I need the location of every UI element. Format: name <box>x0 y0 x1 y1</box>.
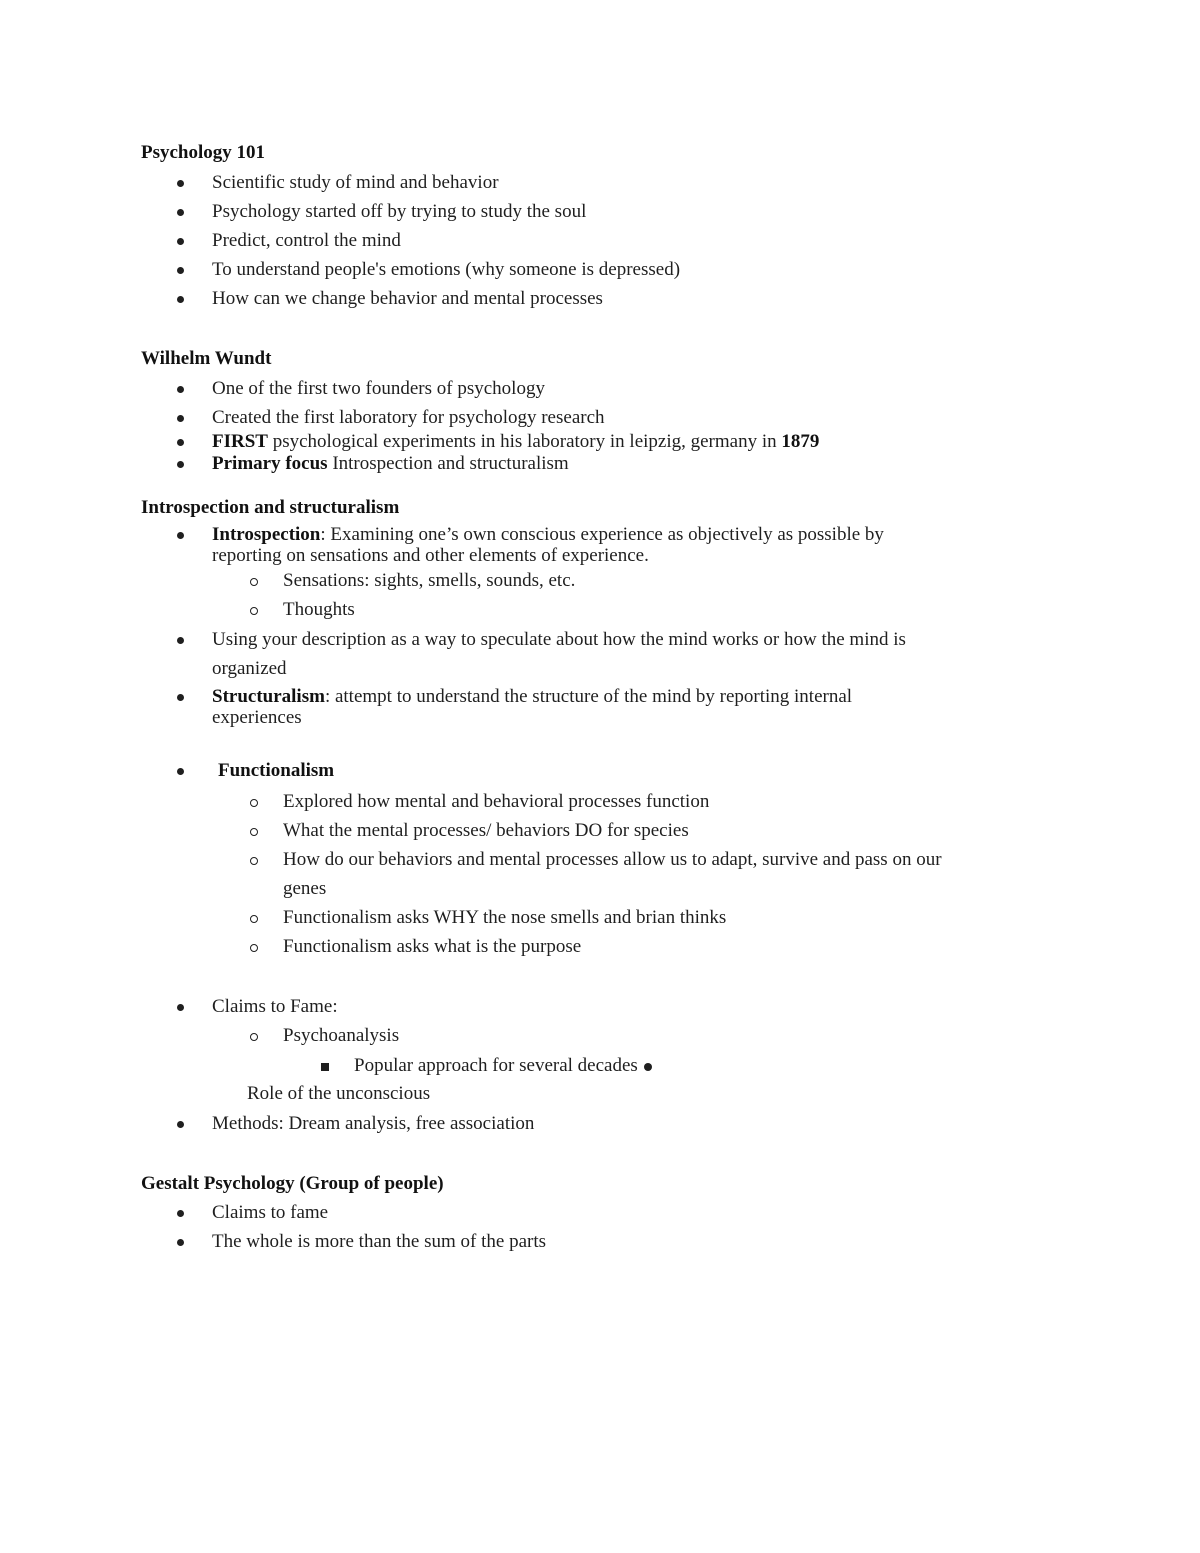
description-continuation: organized <box>212 658 287 679</box>
primary-focus-text: Introspection and structuralism <box>327 453 569 474</box>
sub-bullet-icon <box>250 791 258 813</box>
sub-list-item: Functionalism asks WHY the nose smells and brian thinks <box>283 907 727 928</box>
sub-bullet-icon <box>250 936 258 958</box>
sub-list-item: Sensations: sights, smells, sounds, etc. <box>283 570 576 591</box>
list-item: To understand people's emotions (why someone is depressed) <box>212 259 681 280</box>
bullet-icon <box>177 431 184 453</box>
bold-primary-focus: Primary focus <box>212 453 328 474</box>
list-item: Psychology started off by trying to study the soul <box>212 201 587 222</box>
sub-list-item: Thoughts <box>283 599 355 620</box>
sub-bullet-icon <box>250 907 258 929</box>
sub-bullet-icon <box>250 849 258 871</box>
list-item: Created the first laboratory for psychology research <box>212 407 605 428</box>
bold-year: 1879 <box>781 431 820 452</box>
bold-first: FIRST <box>212 431 268 452</box>
sub-list-item-continuation: genes <box>283 878 327 899</box>
bullet-icon <box>177 686 184 708</box>
list-item: The whole is more than the sum of the parts <box>212 1231 547 1252</box>
list-item-methods: Methods: Dream analysis, free association <box>212 1113 535 1134</box>
bold-introspection: Introspection <box>212 524 321 545</box>
bullet-icon <box>177 760 184 782</box>
list-item: One of the first two founders of psychology <box>212 378 545 399</box>
sub-sub-list-item-text: Popular approach for several decades <box>354 1055 638 1076</box>
list-item-primary-focus <box>212 453 569 475</box>
sub-list-item: Explored how mental and behavioral processes function <box>283 791 710 812</box>
sub-list-item: Functionalism asks what is the purpose <box>283 936 582 957</box>
sub-list-item: Psychoanalysis <box>283 1025 400 1046</box>
bullet-icon <box>177 259 184 281</box>
bullet-icon <box>177 996 184 1018</box>
sub-bullet-icon <box>250 570 258 592</box>
bullet-icon <box>177 201 184 223</box>
inline-bullet-icon <box>644 1063 652 1071</box>
bullet-icon <box>177 1202 184 1224</box>
list-item-structuralism <box>212 686 852 708</box>
heading-psychology-101: Psychology 101 <box>141 142 266 163</box>
continuation-text: Role of the unconscious <box>247 1083 431 1104</box>
list-item: Claims to fame <box>212 1202 329 1223</box>
list-item-introspection <box>212 524 884 546</box>
heading-wilhelm-wundt: Wilhelm Wundt <box>141 348 272 369</box>
sub-bullet-icon <box>250 820 258 842</box>
list-item-claims-to-fame: Claims to Fame: <box>212 996 338 1017</box>
sub-list-item: What the mental processes/ behaviors DO for species <box>283 820 689 841</box>
sub-list-item: How do our behaviors and mental processes allow us to adapt, survive and pass on our <box>283 849 942 870</box>
structuralism-continuation: experiences <box>212 707 302 728</box>
bullet-icon <box>177 407 184 429</box>
bullet-icon <box>177 1113 184 1135</box>
structuralism-text: : attempt to understand the structure of the mind by reporting internal <box>324 686 853 707</box>
bold-functionalism: Functionalism <box>218 760 335 781</box>
bullet-icon <box>177 172 184 194</box>
list-item: How can we change behavior and mental processes <box>212 288 603 309</box>
heading-introspection-structuralism: Introspection and structuralism <box>141 497 400 518</box>
sub-bullet-icon <box>250 1025 258 1047</box>
bullet-icon <box>177 453 184 475</box>
bullet-icon <box>177 230 184 252</box>
list-item: Predict, control the mind <box>212 230 401 251</box>
bullet-icon <box>177 288 184 310</box>
sub-sub-list-item <box>354 1055 652 1077</box>
sub-bullet-icon <box>250 599 258 621</box>
list-item: Scientific study of mind and behavior <box>212 172 499 193</box>
introspection-continuation: reporting on sensations and other elements of experience. <box>212 545 649 566</box>
bullet-icon <box>177 524 184 546</box>
list-item-first-experiments <box>212 431 819 453</box>
list-item-functionalism <box>218 760 334 782</box>
introspection-text: : Examining one’s own conscious experience as objectively as possible by <box>320 524 884 545</box>
bullet-icon <box>177 629 184 651</box>
list-item-description: Using your description as a way to speculate about how the mind works or how the mind is <box>212 629 906 650</box>
bullet-icon <box>177 378 184 400</box>
first-experiments-text: psychological experiments in his laboratory in leipzig, germany in <box>267 431 782 452</box>
bullet-icon <box>177 1231 184 1253</box>
bold-structuralism: Structuralism <box>212 686 325 707</box>
heading-gestalt-psychology: Gestalt Psychology (Group of people) <box>141 1173 444 1194</box>
square-bullet-icon <box>321 1055 329 1077</box>
